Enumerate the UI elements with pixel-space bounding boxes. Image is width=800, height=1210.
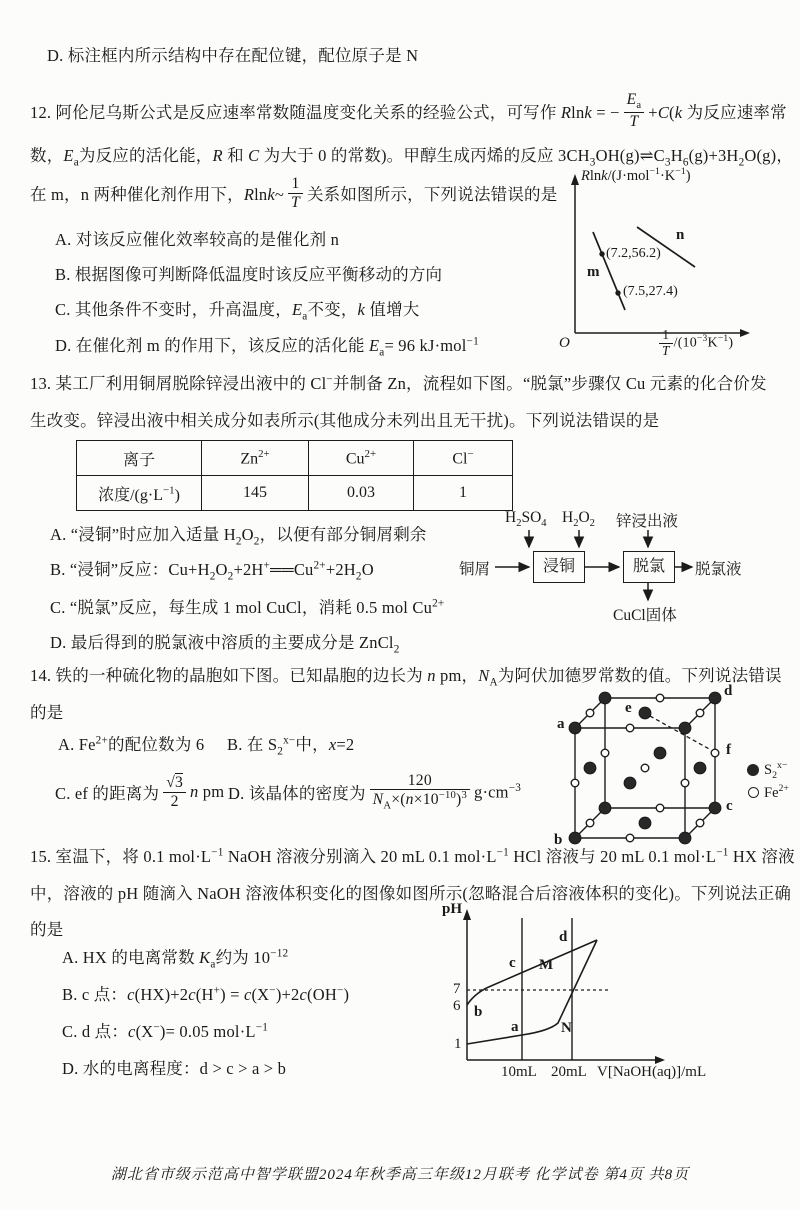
q14-vertex-d-label: d [724,683,733,699]
q13-td-cl-value: 1 [414,476,513,511]
q13-flow-cucl-label: CuCl固体 [613,607,677,624]
q15-y-axis-arrow [463,909,471,920]
q13-flow-h2so4-label: $H_2SO_4$ [505,509,547,530]
q14-option-c-frac [163,774,186,810]
q13-flow-h2o2-label: $H_2O_2$ [562,509,595,530]
q12-y-axis-label: Rlnk/$(J\cdot mol^{-1}\cdot K^{-1})$ [581,166,691,184]
q15-point-a-label: a [511,1019,519,1035]
q12-option-d: D. 在催化剂 m 的作用下，该反应的活化能 $E_a= 96$ kJ·mol$^{-1}$ [55,335,479,359]
q15-option-c: C. d 点：c(X−)= 0.05 $mol\cdot L^{-1}$ [62,1021,269,1041]
q13-option-c: C. “脱氯”反应，每生成 1 mol CuCl，消耗 0.5 mol $Cu^{2+}$ [50,597,445,617]
q14-option-d-frac-den: $N_A\times(n\times 10^{-10})^3$ [370,789,470,812]
q13-flow-input-label: 铜屑 [459,561,491,578]
q13-th-cu: $Cu^{2+}$ [309,441,414,476]
filled-circle-icon [747,764,759,776]
q12-stem-line3-pre: 在 m，n 两种催化剂作用下，Rlnk~ [30,185,285,204]
q12-x-label-frac [659,328,673,359]
q14-option-d-frac [370,772,470,813]
q15-x-axis-arrow [655,1056,665,1064]
q12-stem-line1-pre: 12. 阿伦尼乌斯公式是反应速率常数随温度变化关系的经验公式，可写作 Rlnk = − [30,103,620,122]
q12-fraction-one-over-t [288,175,303,211]
q15-curve-hx [467,940,597,1005]
q14-legend-iron [748,783,789,802]
page-footer: 湖北省市级示范高中智学联盟2024年秋季高三年级12月联考 化学试卷 第4页 共8页 [110,1167,690,1183]
q15-tick-6: 6 [453,998,461,1014]
q13-stem-line2: 生改变。锌浸出液中相关成分如表所示(其他成分未列出且无干扰)。下列说法错误的是 [30,411,660,430]
q15-option-b: B. c 点：c(HX)+2c(H+) = c(X−)+2c(OH−) [62,984,350,1004]
q12-point1-label: (7.2,56.2) [606,246,661,261]
q13-td-zn-value: 145 [202,476,309,511]
q12-arrhenius-graph [548,163,800,359]
q12-stem-line3-post: 关系如图所示，下列说法错误的是 [306,185,558,204]
q12-frac2-den: T [288,193,303,212]
q12-point2-label: (7.5,27.4) [623,284,678,299]
q14-stem-line1: 14. 铁的一种硫化物的晶胞如下图。已知晶胞的边长为 n pm，$N_A$为阿伏加德罗常数的值。下列说法错误 [30,666,782,689]
q15-x-axis-label: V[NaOH(aq)]/mL [597,1064,707,1080]
q13-th-cl: Cl− [414,441,513,476]
q12-data-point-1 [599,251,604,256]
q12-x-label-frac-den: T [659,343,673,359]
q12-stem-line3 [30,170,557,216]
q15-point-b-label: b [474,1004,483,1020]
q14-option-d-pre: D. 该晶体的密度为 [228,784,366,803]
q14-legend-sulfur-label: $S_2^{x-}$ [764,760,788,781]
q15-xtick-10ml: 10mL [501,1064,537,1080]
q12-frac-num: $E_a$ [626,91,642,112]
q13-flow-output-label: 脱氯液 [695,561,742,578]
q12-option-b: B. 根据图像可判断降低温度时该反应平衡移动的方向 [55,265,443,284]
q13-option-a: A. “浸铜”时应加入适量 $H_2O_2$，以便有部分铜屑剩余 [50,525,427,548]
q15-curve-n-label: N [561,1020,572,1036]
q12-x-label-units: $/(10^{-3}K^{-1})$ [673,334,734,351]
q14-site-e-label: e [625,700,632,716]
q15-stem-line1: 15. 室温下，将 0.1 $mol\cdot L^{-1}$ NaOH 溶液分别滴入 20 mL 0.1 $mol\cdot L^{-1}$ HCl 溶液与 20 mL 0.1 $mol\cdot L^{-1}$ HX 溶液 [30,846,795,866]
q14-option-c-frac-num: √3 [166,773,184,791]
open-circle-icon [748,787,759,798]
q13-option-b: B. “浸铜”反应：$Cu+H_2O_2+2H^+══Cu^{2+}+2H_2O$ [50,559,374,583]
q14-legend-iron-label: $Fe^{2+}$ [764,783,789,801]
q13-th-zn: $Zn^{2+}$ [202,441,309,476]
q15-tick-1: 1 [454,1036,462,1052]
q13-table-data-row [77,476,513,511]
q14-legend-sulfur [747,760,787,781]
q12-stem-line2: 数，$E_a$为反应的活化能，R 和 C 为大于 0 的常数)。甲醇生成丙烯的反应 $3CH_3OH(g)\rightleftharpoons C_3H_6(g)+3H_2O(g)$， [30,146,794,169]
q14-option-d-post: $g\cdot cm^{-3}$ [474,781,522,802]
q14-vertex-a-label: a [557,716,565,732]
q13-table-header-row [77,441,513,476]
q13-option-d: D. 最后得到的脱氯液中溶质的主要成分是 ZnCl$_2$ [50,633,400,656]
q12-x-axis-arrow [740,329,750,337]
q11-option-d: D. 标注框内所示结构中存在配位键，配位原子是 N [47,46,419,65]
q13-flow-box-tuolv: 脱氯 [623,551,675,583]
q15-curve-m-label: M [539,957,554,973]
q15-point-d-label: d [559,929,568,945]
q14-option-d-frac-num: 120 [407,771,432,789]
q14-stem-line2: 的是 [30,703,64,722]
q15-stem-line2: 中，溶液的 pH 随滴入 NaOH 溶液体积变化的图像如图所示(忽略混合后溶液体积的变化)。下列说法正确 [30,884,792,903]
q13-td-label: 浓度$/(g\cdot L^{-1})$ [77,476,202,511]
q12-x-axis-label [658,327,733,359]
q14-option-c-frac-den: 2 [163,792,186,811]
q13-composition-table [76,440,513,511]
q13-flow-box-jintong: 浸铜 [533,551,585,583]
q13-flow-diagram [455,503,800,643]
q12-frac-den: T [624,112,645,131]
q15-option-d: D. 水的电离程度：d > c > a > b [62,1059,287,1078]
q14-option-d [228,764,521,820]
q15-point-c-label: c [509,955,516,971]
q14-vertex-b-label: b [554,832,563,848]
q13-stem-line1: 13. 某工厂利用铜屑脱除锌浸出液中的 Cl−并制备 Zn，流程如下图。“脱氯”步骤仅 Cu 元素的化合价发 [30,373,767,393]
q12-origin-label: O [559,335,570,351]
q14-option-a: A. $Fe^{2+}$的配位数为 6 [58,734,205,754]
q13-th-ion: 离子 [77,441,202,476]
q12-line-n-label: n [676,227,685,243]
q12-frac2-num: 1 [291,174,300,192]
q15-option-a: A. HX 的电离常数 $K_a$约为 $10^{-12}$ [62,947,289,971]
q14-vertex-c-label: c [726,798,733,814]
q13-flow-leachate-label: 锌浸出液 [616,513,679,530]
q15-tick-7: 7 [453,981,461,997]
q14-option-c-post: n pm [190,782,225,801]
q14-option-c [55,764,224,820]
q14-option-b: B. 在 $S_2^{x-}$中，x=2 [227,734,355,758]
q15-xtick-20ml: 20mL [551,1064,587,1080]
q15-curve-hcl [467,940,597,1044]
q14-ef-dashed-line [650,716,711,750]
q15-y-axis-label: pH [442,901,463,917]
q14-option-c-pre: C. ef 的距离为 [55,784,160,803]
q12-option-c: C. 其他条件不变时，升高温度，$E_a$不变，k 值增大 [55,300,420,323]
q12-fraction-ea-over-t [624,91,645,131]
q12-data-point-2 [615,290,620,295]
q13-td-cu-value: 0.03 [309,476,414,511]
q15-titration-graph [437,898,787,1093]
q15-stem-line3: 的是 [30,920,64,939]
q12-line-m-label: m [587,264,600,280]
q12-y-axis-arrow [571,174,579,185]
q14-unit-cell-figure [545,676,800,851]
q14-site-f-label: f [726,742,731,758]
q12-stem-line1 [30,88,787,134]
q12-x-label-frac-num: 1 [662,326,670,342]
q12-stem-line1-post: +C(k 为反应速率常 [648,103,787,122]
q12-option-a: A. 对该反应催化效率较高的是催化剂 n [55,230,340,249]
